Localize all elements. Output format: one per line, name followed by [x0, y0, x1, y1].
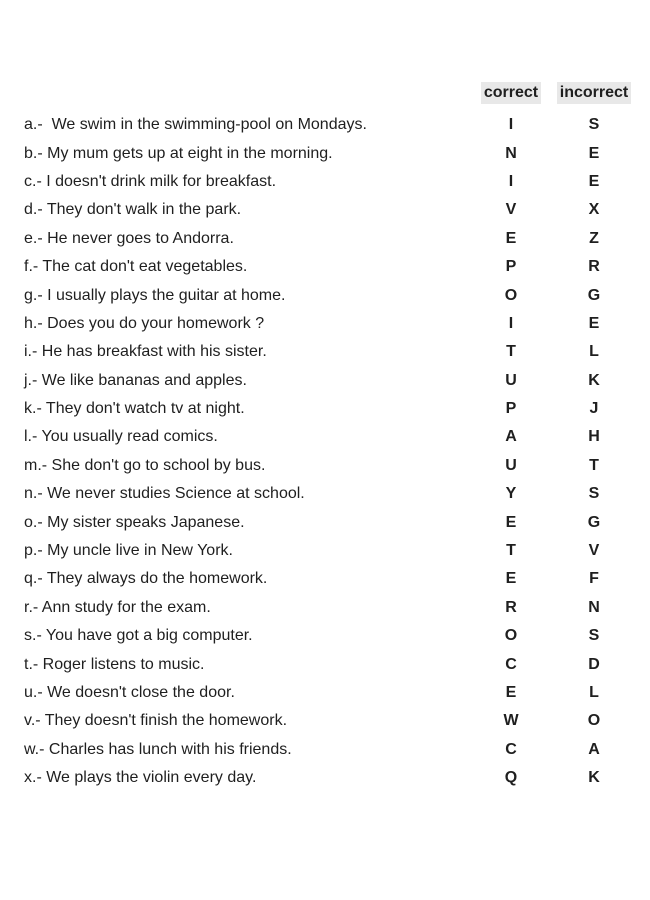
- incorrect-letter: E: [588, 172, 600, 190]
- correct-column-header: correct: [481, 82, 541, 104]
- exercise-row: [0, 650, 650, 678]
- sentence-text: k.- They don't watch tv at night.: [24, 400, 245, 418]
- correct-letter: R: [505, 598, 517, 616]
- exercise-row: [0, 253, 650, 281]
- incorrect-letter: O: [587, 712, 601, 730]
- exercise-row: [0, 622, 650, 650]
- correct-letter: Y: [505, 485, 517, 503]
- exercise-row: [0, 764, 650, 792]
- sentence-text: r.- Ann study for the exam.: [24, 598, 211, 616]
- correct-letter: N: [505, 144, 517, 162]
- sentence-text: c.- I doesn't drink milk for breakfast.: [24, 172, 277, 190]
- incorrect-letter: S: [588, 627, 600, 645]
- incorrect-letter: Z: [589, 229, 599, 247]
- correct-letter: E: [505, 570, 517, 588]
- exercise-row: [0, 111, 650, 139]
- correct-letter: P: [505, 400, 517, 418]
- incorrect-letter: G: [587, 286, 601, 304]
- incorrect-column-header: incorrect: [557, 82, 631, 104]
- exercise-row: [0, 508, 650, 536]
- incorrect-letter: X: [588, 201, 600, 219]
- sentence-text: f.- The cat don't eat vegetables.: [24, 258, 248, 276]
- incorrect-letter: J: [589, 400, 599, 418]
- sentence-text: e.- He never goes to Andorra.: [24, 229, 234, 247]
- sentence-text: o.- My sister speaks Japanese.: [24, 513, 245, 531]
- correct-letter: C: [505, 740, 517, 758]
- correct-letter: Q: [504, 769, 518, 787]
- correct-letter: T: [506, 542, 516, 560]
- sentence-text: q.- They always do the homework.: [24, 570, 268, 588]
- exercise-row: [0, 139, 650, 167]
- incorrect-letter: G: [587, 513, 601, 531]
- sentence-text: d.- They don't walk in the park.: [24, 201, 242, 219]
- exercise-row: [0, 338, 650, 366]
- incorrect-letter: S: [588, 116, 600, 134]
- correct-letter: V: [505, 201, 517, 219]
- exercise-row: [0, 281, 650, 309]
- correct-letter: I: [508, 314, 514, 332]
- incorrect-letter: E: [588, 314, 600, 332]
- exercise-row: [0, 736, 650, 764]
- exercise-row: [0, 679, 650, 707]
- answer-columns-header: [0, 82, 650, 104]
- sentence-text: n.- We never studies Science at school.: [24, 485, 305, 503]
- exercise-row: [0, 225, 650, 253]
- exercise-row: [0, 707, 650, 735]
- exercise-row: [0, 565, 650, 593]
- incorrect-letter: S: [588, 485, 600, 503]
- sentence-text: v.- They doesn't finish the homework.: [24, 712, 288, 730]
- exercise-row: [0, 310, 650, 338]
- sentence-text: m.- She don't go to school by bus.: [24, 456, 266, 474]
- sentence-text: b.- My mum gets up at eight in the morning.: [24, 144, 333, 162]
- incorrect-letter: A: [588, 740, 600, 758]
- exercise-row: [0, 168, 650, 196]
- correct-letter: E: [505, 684, 517, 701]
- exercise-row: [0, 594, 650, 622]
- sentence-text: x.- We plays the violin every day.: [24, 769, 257, 787]
- sentence-text: g.- I usually plays the guitar at home.: [24, 286, 286, 304]
- incorrect-letter: V: [588, 542, 600, 560]
- correct-letter: O: [504, 627, 518, 645]
- correct-letter: W: [503, 712, 519, 730]
- sentence-text: h.- Does you do your homework ?: [24, 314, 265, 332]
- sentence-text: j.- We like bananas and apples.: [24, 371, 247, 389]
- exercise-rows: [0, 111, 650, 792]
- correct-letter: U: [505, 371, 517, 389]
- correct-letter: O: [504, 286, 518, 304]
- sentence-text: s.- You have got a big computer.: [24, 627, 253, 645]
- sentence-text: t.- Roger listens to music.: [24, 655, 205, 673]
- correct-letter: T: [506, 343, 516, 361]
- incorrect-letter: L: [589, 343, 599, 361]
- exercise-row: [0, 480, 650, 508]
- exercise-row: [0, 423, 650, 451]
- correct-letter: E: [505, 513, 517, 531]
- incorrect-letter: L: [589, 684, 599, 701]
- sentence-text: i.- He has breakfast with his sister.: [24, 343, 267, 361]
- incorrect-letter: T: [589, 456, 599, 474]
- correct-letter: C: [505, 655, 517, 673]
- incorrect-letter: R: [588, 258, 600, 276]
- exercise-row: [0, 537, 650, 565]
- sentence-text: p.- My uncle live in New York.: [24, 542, 233, 560]
- exercise-row: [0, 452, 650, 480]
- correct-letter: A: [505, 428, 517, 446]
- correct-letter: E: [505, 229, 517, 247]
- correct-letter: U: [505, 456, 517, 474]
- incorrect-letter: D: [588, 655, 600, 673]
- incorrect-letter: F: [589, 570, 599, 588]
- sentence-text: a.- We swim in the swimming-pool on Mondays.: [24, 116, 367, 134]
- sentence-text: l.- You usually read comics.: [24, 428, 218, 446]
- exercise-row: [0, 196, 650, 224]
- incorrect-letter: K: [588, 769, 600, 787]
- correct-letter: I: [508, 172, 514, 190]
- exercise-row: [0, 395, 650, 423]
- sentence-text: u.- We doesn't close the door.: [24, 684, 235, 701]
- incorrect-letter: E: [588, 144, 600, 162]
- correct-letter: P: [505, 258, 517, 276]
- sentence-text: w.- Charles has lunch with his friends.: [24, 740, 292, 758]
- incorrect-letter: H: [588, 428, 600, 446]
- exercise-row: [0, 367, 650, 395]
- correct-letter: I: [508, 116, 514, 134]
- incorrect-letter: N: [588, 598, 600, 616]
- incorrect-letter: K: [588, 371, 600, 389]
